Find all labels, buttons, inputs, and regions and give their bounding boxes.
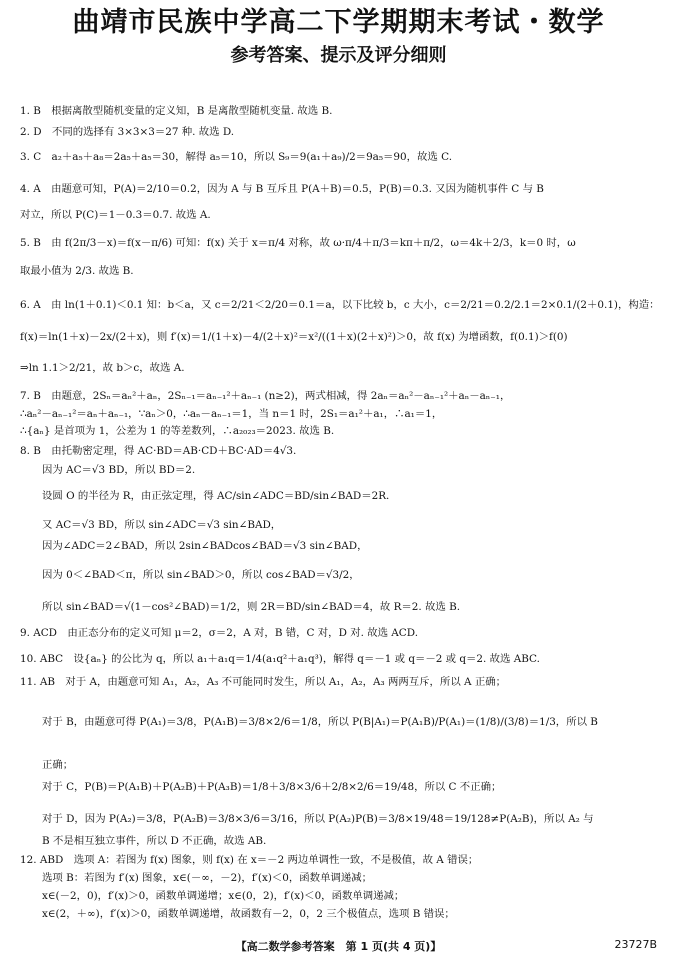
- answer-line: 4. A 由题意可知，P(A)＝2/10＝0.2，因为 A 与 B 互斥且 P(A＋B)＝0.5，P(B)＝0.3. 又因为随机事件 C 与 B: [20, 183, 544, 195]
- answer-line: ⇒ln 1.1＞2/21，故 b＞c，故选 A.: [20, 362, 185, 374]
- page-footer: [0, 936, 677, 954]
- answer-line: 1. B 根据离散型随机变量的定义知，B 是离散型随机变量. 故选 B.: [20, 105, 333, 117]
- answer-line: 5. B 由 f(2π/3－x)＝f(x－π/6) 可知：f(x) 关于 x＝π/4 对称，故 ω·π/4＋π/3＝kπ＋π/2，ω＝4k＋2/3，k＝0 时，ω: [20, 237, 576, 249]
- answer-line: 12. ABD 选项 A：若图为 f(x) 图象，则 f(x) 在 x＝－2 两边单调性一致，不是极值，故 A 错误；: [20, 854, 479, 866]
- answer-line: 11. AB 对于 A，由题意可知 A₁，A₂，A₃ 不可能同时发生，所以 A₁，A₂，A₃ 两两互斥，所以 A 正确；: [20, 676, 506, 688]
- answer-line: 2. D 不同的选择有 3×3×3＝27 种. 故选 D.: [20, 126, 235, 138]
- footer-page-info: 【高二数学参考答案 第 1 页(共 4 页)】: [235, 940, 442, 953]
- answer-line: 10. ABC 设{aₙ} 的公比为 q，所以 a₁＋a₁q＝1/4(a₁q²＋a₁q³)，解得 q＝－1 或 q＝－2 或 q＝2. 故选 ABC.: [20, 653, 540, 665]
- answer-line: 3. C a₂＋a₅＋a₈＝2a₅＋a₅＝30，解得 a₅＝10，所以 S₉＝9(a₁＋a₉)/2＝9a₅＝90，故选 C.: [20, 151, 453, 163]
- answer-line: B 不是相互独立事件，所以 D 不正确，故选 AB.: [42, 835, 267, 847]
- answer-line: x∈(－2，0)，f′(x)＞0，函数单调递增；x∈(0，2)，f′(x)＜0，函数单调递减；: [42, 890, 405, 902]
- answer-line: 正确；: [42, 759, 74, 771]
- answer-line: 8. B 由托勒密定理，得 AC·BD＝AB·CD＋BC·AD＝4√3.: [20, 445, 297, 457]
- answer-line: ∴aₙ²－aₙ₋₁²＝aₙ＋aₙ₋₁，∵aₙ＞0，∴aₙ－aₙ₋₁＝1，当 n＝1 时，2S₁＝a₁²＋a₁，∴a₁＝1，: [20, 408, 443, 420]
- answer-line: 因为 0＜∠BAD＜π，所以 sin∠BAD＞0，所以 cos∠BAD＝√3/2，: [42, 569, 360, 581]
- answer-line: 对于 B，由题意可得 P(A₁)＝3/8，P(A₁B)＝3/8×2/6＝1/8，所以 P(B|A₁)＝P(A₁B)/P(A₁)＝(1/8)/(3/8)＝1/3，所以 B: [42, 716, 598, 728]
- answer-line: 对于 C，P(B)＝P(A₁B)＋P(A₂B)＋P(A₃B)＝1/8＋3/8×3/6＋2/8×2/6＝19/48，所以 C 不正确；: [42, 781, 502, 793]
- answer-line: 又 AC＝√3 BD，所以 sin∠ADC＝√3 sin∠BAD，: [42, 519, 282, 531]
- answer-line: x∈(2，＋∞)，f′(x)＞0，函数单调递增，故函数有－2，0，2 三个极值点，选项 B 错误；: [42, 908, 455, 920]
- answer-line: 设圆 O 的半径为 R，由正弦定理，得 AC/sin∠ADC＝BD/sin∠BAD＝2R.: [42, 490, 390, 502]
- answer-line: 选项 B：若图为 f′(x) 图象，x∈(－∞，－2)，f′(x)＜0，函数单调递减；: [42, 872, 373, 884]
- answer-line: 7. B 由题意，2Sₙ＝aₙ²＋aₙ，2Sₙ₋₁＝aₙ₋₁²＋aₙ₋₁ (n≥2)，两式相减，得 2aₙ＝aₙ²－aₙ₋₁²＋aₙ－aₙ₋₁，: [20, 390, 511, 402]
- answer-line: 取最小值为 2/3. 故选 B.: [20, 265, 134, 277]
- answer-line: 对立，所以 P(C)＝1－0.3＝0.7. 故选 A.: [20, 209, 211, 221]
- answer-line: 对于 D，因为 P(A₂)＝3/8，P(A₂B)＝3/8×3/6＝3/16，所以 P(A₂)P(B)＝3/8×19/48＝19/128≠P(A₂B)，所以 A₂ 与: [42, 813, 594, 825]
- footer-code: 23727B: [614, 938, 657, 951]
- answer-line: ∴{aₙ} 是首项为 1，公差为 1 的等差数列，∴a₂₀₂₃＝2023. 故选 B.: [20, 425, 335, 437]
- page-title: 曲靖市民族中学高二下学期期末考试・数学: [72, 7, 605, 38]
- answer-line: 所以 sin∠BAD＝√(1－cos²∠BAD)＝1/2，则 2R＝BD/sin∠BAD＝4，故 R＝2. 故选 B.: [42, 601, 461, 613]
- answer-line: 6. A 由 ln(1＋0.1)＜0.1 知：b＜a，又 c＝2/21＜2/20＝0.1＝a，以下比较 b，c 大小，c＝2/21＝0.2/2.1＝2×0.1/(2＋0.1)，构造：: [20, 299, 660, 311]
- answer-line: 因为 AC＝√3 BD，所以 BD＝2.: [42, 464, 196, 476]
- page-subtitle: 参考答案、提示及评分细则: [230, 45, 447, 66]
- answer-line: 因为∠ADC＝2∠BAD，所以 2sin∠BADcos∠BAD＝√3 sin∠BAD，: [42, 540, 368, 552]
- answer-line: 9. ACD 由正态分布的定义可知 μ＝2，σ＝2，A 对，B 错，C 对，D 对. 故选 ACD.: [20, 627, 419, 639]
- answer-line: f(x)＝ln(1＋x)－2x/(2＋x)，则 f′(x)＝1/(1＋x)－4/(2＋x)²＝x²/((1＋x)(2＋x)²)＞0，故 f(x) 为增函数，f(0.1)＞f(0): [20, 331, 568, 343]
